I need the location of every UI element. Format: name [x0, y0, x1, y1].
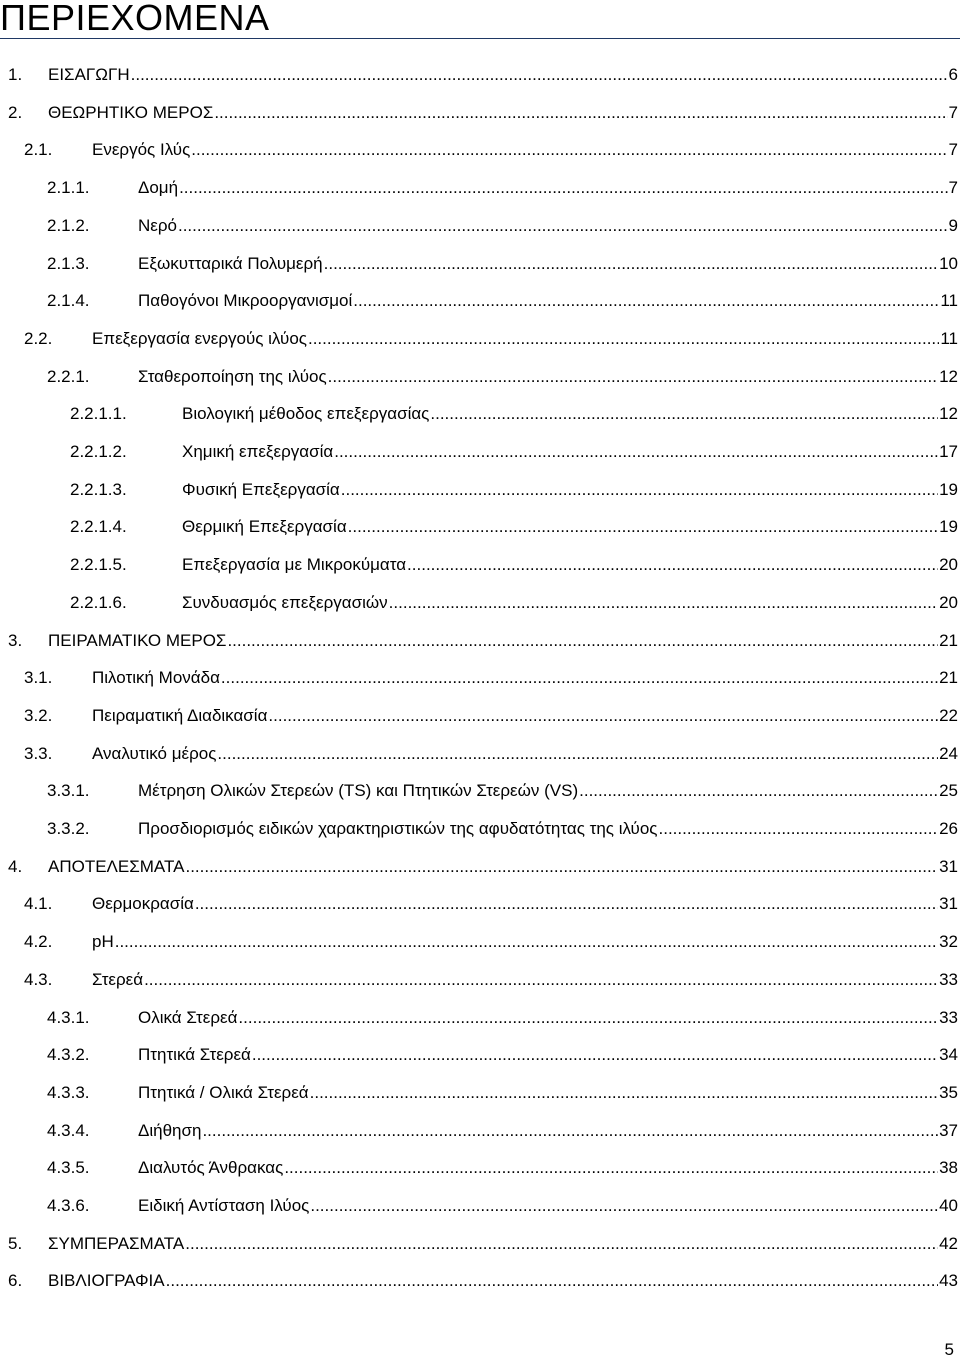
toc-entry-number: 3.2. [24, 705, 53, 725]
toc-entry-page: 19 [939, 479, 958, 499]
toc-entry-number: 2.2.1. [47, 366, 90, 386]
toc-entry[interactable] [0, 778, 960, 804]
toc-entry[interactable] [0, 929, 960, 955]
toc-entry-page: 11 [940, 291, 958, 311]
toc-dot-leader [195, 891, 938, 917]
toc-entry-title: Νερό [138, 215, 177, 235]
toc-entry-page: 35 [939, 1082, 958, 1102]
toc-entry[interactable] [0, 1080, 960, 1106]
toc-entry-number: 2.2.1.1. [70, 404, 127, 424]
toc-dot-leader [659, 816, 939, 842]
toc-dot-leader [579, 778, 938, 804]
toc-entry[interactable] [0, 891, 960, 917]
toc-entry-title: ΠΕΙΡΑΜΑΤΙΚΟ ΜΕΡΟΣ [48, 630, 227, 650]
toc-entry-page: 31 [939, 856, 958, 876]
toc-entry[interactable] [0, 1231, 960, 1257]
toc-entry-number: 2.1.2. [47, 215, 90, 235]
toc-entry-page: 32 [939, 932, 958, 952]
toc-entry-title: Επεξεργασία με Μικροκύματα [182, 555, 407, 575]
toc-entry-title: Ειδική Αντίσταση Ιλύος [138, 1196, 310, 1215]
toc-entry-page: 19 [939, 517, 958, 537]
toc-entry-number: 2.2.1.5. [70, 555, 127, 575]
toc-entry-number: 2.1.4. [47, 291, 90, 311]
toc-entry-page: 37 [939, 1120, 958, 1140]
toc-entry-title: Πιλοτική Μονάδα [92, 668, 220, 688]
toc-entry[interactable] [0, 552, 960, 578]
toc-dot-leader [310, 1193, 938, 1219]
toc-entry[interactable] [0, 1118, 960, 1144]
toc-entry-number: 3.3.1. [47, 781, 90, 801]
toc-dot-leader [191, 137, 947, 163]
toc-dot-leader [227, 628, 938, 654]
toc-entry-number: 3.1. [24, 668, 53, 688]
toc-entry-page: 10 [939, 253, 958, 273]
toc-entry-number: 1. [8, 65, 23, 84]
toc-entry-page: 31 [939, 894, 958, 914]
toc-entry-title: Διήθηση [138, 1120, 202, 1140]
toc-dot-leader [284, 1155, 938, 1181]
toc-entry-number: 4.3.6. [47, 1196, 90, 1215]
toc-entry-title: pH [92, 932, 114, 952]
toc-entry[interactable] [0, 1268, 960, 1294]
toc-entry-number: 4.3.3. [47, 1082, 90, 1102]
toc-entry[interactable] [0, 854, 960, 880]
toc-entry-page: 7 [948, 102, 958, 122]
toc-dot-leader [334, 439, 938, 465]
toc-dot-leader [407, 552, 938, 578]
toc-entry-title: Διαλυτός Άνθρακας [138, 1158, 284, 1178]
toc-entry-title: Πτητικά / Ολικά Στερεά [138, 1082, 309, 1102]
toc-entry-number: 4. [8, 856, 23, 876]
toc-dot-leader [214, 100, 947, 126]
toc-entry-page: 6 [948, 65, 958, 84]
toc-entry-page: 34 [939, 1045, 958, 1065]
toc-dot-leader [324, 251, 938, 277]
toc-entry-page: 22 [939, 705, 958, 725]
toc-entry-page: 7 [948, 140, 958, 160]
toc-dot-leader [179, 175, 947, 201]
toc-dot-leader [178, 213, 948, 239]
toc-entry[interactable] [0, 628, 960, 654]
toc-entry-number: 3. [8, 630, 23, 650]
toc-entry-number: 4.2. [24, 932, 53, 952]
toc-entry-number: 2.1.3. [47, 253, 90, 273]
toc-entry-number: 2. [8, 102, 23, 122]
toc-entry-title: Μέτρηση Ολικών Στερεών (TS) και Πτητικών Στερεών (VS) [138, 781, 579, 801]
toc-entry-number: 4.3.4. [47, 1120, 90, 1140]
toc-entry-number: 3.3. [24, 743, 53, 763]
toc-entry-title: Προσδιορισμός ειδικών χαρακτηριστικών της αφυδατότητας της ιλύος [138, 819, 658, 838]
toc-entry-page: 40 [939, 1196, 958, 1215]
toc-dot-leader [217, 741, 938, 767]
page-number: 5 [944, 1340, 954, 1359]
toc-entry[interactable] [0, 665, 960, 691]
toc-entry-page: 17 [939, 442, 958, 461]
toc-entry[interactable] [0, 364, 960, 390]
toc-entry-title: Παθογόνοι Μικροοργανισμοί [138, 291, 353, 311]
toc-entry-number: 2.2.1.2. [70, 442, 127, 461]
toc-entry-number: 6. [8, 1271, 23, 1291]
toc-dot-leader [221, 665, 938, 691]
toc-entry-number: 2.2.1.6. [70, 592, 127, 612]
toc-dot-leader [131, 62, 948, 88]
toc-entry-number: 4.3.1. [47, 1007, 90, 1027]
toc-entry-page: 38 [939, 1158, 958, 1178]
toc-entry-page: 33 [939, 969, 958, 989]
toc-entry-title: ΘΕΩΡΗΤΙΚΟ ΜΕΡΟΣ [48, 102, 214, 122]
toc-dot-leader [341, 477, 938, 503]
toc-entry-title: Εξωκυτταρικά Πολυμερή [138, 253, 323, 273]
toc-entry-number: 2.2.1.4. [70, 517, 127, 537]
toc-entry-page: 20 [939, 592, 958, 612]
toc-entry-title: ΒΙΒΛΙΟΓΡΑΦΙΑ [48, 1271, 165, 1291]
toc-dot-leader [115, 929, 938, 955]
toc-entry-title: ΣΥΜΠΕΡΑΣΜΑΤΑ [48, 1233, 185, 1253]
toc-dot-leader [348, 514, 938, 540]
toc-entry-title: Πειραματική Διαδικασία [92, 705, 268, 725]
toc-entry-title: Βιολογική μέθοδος επεξεργασίας [182, 404, 430, 424]
toc-entry[interactable] [0, 514, 960, 540]
toc-entry[interactable] [0, 100, 960, 126]
toc-entry-page: 20 [939, 555, 958, 575]
toc-entry-title: Πτητικά Στερεά [138, 1045, 251, 1065]
toc-entry-number: 2.1.1. [47, 178, 90, 198]
toc-entry-page: 21 [939, 630, 958, 650]
toc-entry[interactable] [0, 401, 960, 427]
toc-entry-number: 4.3. [24, 969, 53, 989]
toc-entry-title: Θερμική Επεξεργασία [182, 517, 347, 537]
toc-entry[interactable] [0, 477, 960, 503]
toc-entry-page: 33 [939, 1007, 958, 1027]
toc-entry-page: 21 [939, 668, 958, 688]
toc-entry-number: 4.1. [24, 894, 53, 914]
toc-dot-leader [310, 1080, 938, 1106]
toc-entry-title: Αναλυτικό μέρος [92, 743, 217, 763]
toc-entry-title: Συνδυασμός επεξεργασιών [182, 592, 388, 612]
toc-entry[interactable] [0, 1193, 960, 1219]
toc-entry[interactable] [0, 590, 960, 616]
toc-entry[interactable] [0, 1042, 960, 1068]
toc-entry-number: 3.3.2. [47, 819, 90, 838]
toc-entry-title: ΕΙΣΑΓΩΓΗ [48, 65, 130, 84]
toc-entry-number: 4.3.5. [47, 1158, 90, 1178]
toc-dot-leader [430, 401, 938, 427]
toc-dot-leader [202, 1118, 938, 1144]
toc-entry-page: 25 [939, 781, 958, 801]
toc-entry-number: 2.1. [24, 140, 53, 160]
toc-entry-title: ΑΠΟΤΕΛΕΣΜΑΤΑ [48, 856, 185, 876]
toc-dot-leader [308, 326, 939, 352]
toc-entry-page: 43 [939, 1271, 958, 1291]
toc-entry-title: Θερμοκρασία [92, 894, 194, 914]
toc-entry[interactable] [0, 1155, 960, 1181]
toc-entry-number: 2.2.1.3. [70, 479, 127, 499]
toc-dot-leader [328, 364, 938, 390]
toc-dot-leader [185, 854, 938, 880]
toc-dot-leader [185, 1231, 938, 1257]
toc-entry-title: Ενεργός Ιλύς [92, 140, 191, 160]
toc-entry[interactable] [0, 967, 960, 993]
toc-dot-leader [389, 590, 938, 616]
toc-entry-number: 5. [8, 1233, 23, 1253]
toc-entry[interactable] [0, 213, 960, 239]
toc-entry-title: Δομή [138, 178, 179, 198]
toc-entry[interactable] [0, 326, 960, 352]
toc-entry-title: Φυσική Επεξεργασία [182, 479, 340, 499]
toc-entry[interactable] [0, 816, 960, 842]
toc-entry[interactable] [0, 62, 960, 88]
toc-entry-title: Σταθεροποίηση της ιλύος [138, 366, 327, 386]
toc-entry-page: 42 [939, 1233, 958, 1253]
toc-entry-number: 4.3.2. [47, 1045, 90, 1065]
title-underline [0, 38, 960, 39]
toc-dot-leader [353, 288, 939, 314]
toc-entry-title: Χημική επεξεργασία [182, 442, 334, 461]
toc-entry-page: 7 [948, 178, 958, 198]
toc-entry[interactable] [0, 703, 960, 729]
toc-dot-leader [166, 1268, 938, 1294]
toc-entry[interactable] [0, 175, 960, 201]
toc-entry[interactable] [0, 741, 960, 767]
page-title: ΠΕΡΙΕΧΟΜΕΝΑ [0, 0, 270, 38]
toc-entry[interactable] [0, 288, 960, 314]
toc-dot-leader [252, 1042, 938, 1068]
toc-dot-leader [268, 703, 938, 729]
toc-entry-page: 9 [948, 215, 958, 235]
toc-entry-title: Ολικά Στερεά [138, 1007, 238, 1027]
toc-dot-leader [238, 1005, 938, 1031]
toc-entry-page: 11 [940, 328, 958, 348]
toc-entry[interactable] [0, 439, 960, 465]
toc-entry[interactable] [0, 251, 960, 277]
toc-entry-page: 24 [939, 743, 958, 763]
toc-entry-title: Στερεά [92, 969, 144, 989]
toc-entry-title: Επεξεργασία ενεργούς ιλύος [92, 328, 307, 348]
toc-entry-number: 2.2. [24, 328, 53, 348]
toc-dot-leader [144, 967, 938, 993]
toc-entry-page: 12 [939, 366, 958, 386]
toc-entry[interactable] [0, 137, 960, 163]
toc-entry-page: 26 [939, 819, 958, 838]
toc-entry-page: 12 [939, 404, 958, 424]
toc-entry[interactable] [0, 1005, 960, 1031]
